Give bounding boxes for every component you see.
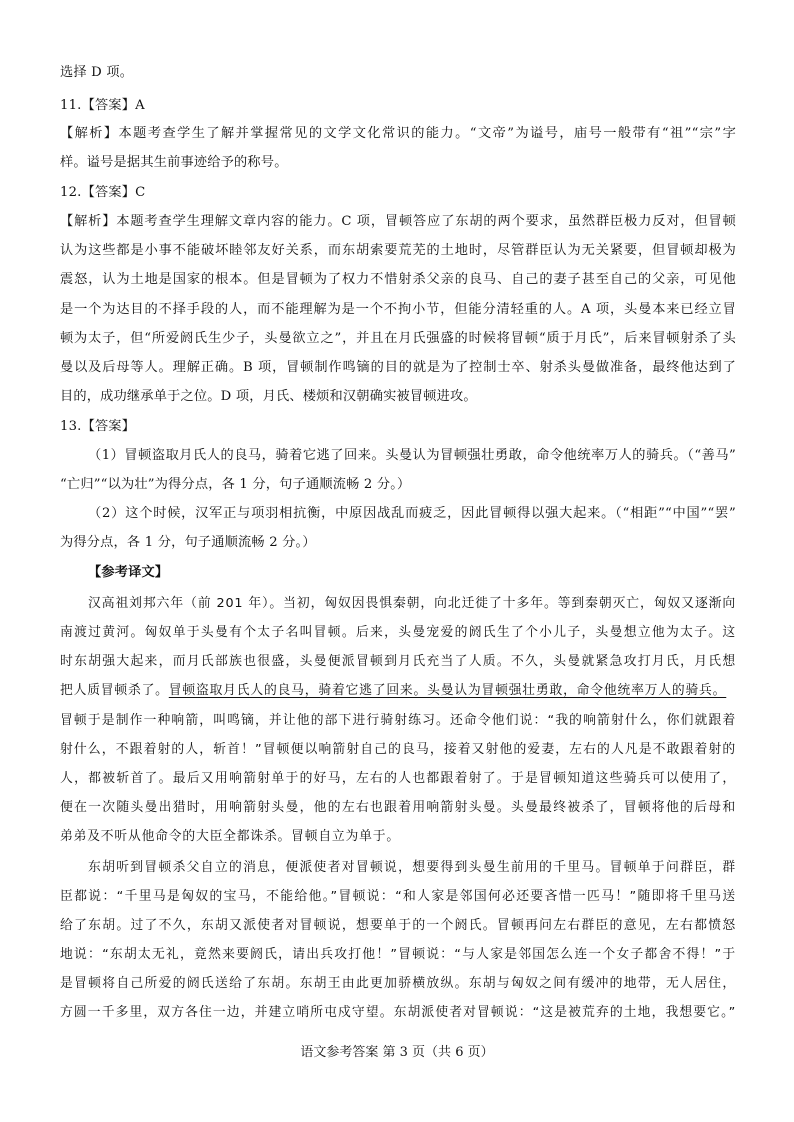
answer-line: 震怒，认为土地是国家的根本。但是冒顿为了权力不惜射杀父亲的良马、自己的妻子甚至自己的父亲，可见他 [60,272,736,287]
answer-line: 顿为太子，但“所爱阏氏生少子，头曼欲立之”，并且在月氏强盛的时候将冒顿“质于月氏”，后来冒顿射杀了头 [60,331,736,346]
translation-line: 便在一次随头曼出猎时，用响箭射头曼，他的左右也跟着用响箭射头曼。头曼最终被杀了，冒顿将他的后母和 [60,800,736,815]
answer-line: 是一个为达目的不择手段的人，而不能理解为是一个不拘小节，但能分清轻重的人。A 项，头曼本来已经立冒 [60,302,736,317]
translation-line: 地说：“东胡太无礼，竟然来要阏氏，请出兵攻打他！”冒顿说：“与人家是邻国怎么连一个女子都舍不得！”于 [60,947,736,962]
translation-line: 东胡听到冒顿杀父自立的消息，便派使者对冒顿说，想要得到头曼生前用的千里马。冒顿单于问群臣，群 [88,860,736,875]
translation-line: 时东胡强大起来，而月氏部族也很盛，头曼便派冒顿到月氏充当了人质。不久，头曼就紧急攻打月氏，月氏想 [60,654,736,669]
answer-13-header: 13.【答案】 [60,419,136,434]
translation-line: 汉高祖刘邦六年（前 201 年）。当初，匈奴因畏惧秦朝，向北迁徙了十多年。等到秦朝灭亡，匈奴又逐渐向 [88,596,736,611]
answer-line: 样。谥号是据其生前事迹给予的称号。 [60,155,288,170]
translation-line: 人，都被斩首了。最后又用响箭射单于的好马，左右的人也都跟着射了。于是冒顿知道这些骑兵可以使用了， [60,771,736,786]
translation-line: 射什么，不跟着射的人，斩首！”冒顿便以响箭射自己的良马，接着又射他的爱妻，左右的人凡是不敢跟着射的 [60,742,736,757]
translation-heading: 【参考译文】 [88,565,169,580]
translation-text: 把人质冒顿杀了。 [60,683,169,698]
answer-11-header: 11.【答案】A [60,98,145,113]
answer-12-header: 12.【答案】C [60,185,146,200]
answer-line: 曼以及后母等人。理解正确。B 项，冒顿制作鸣镝的目的就是为了控制士卒、射杀头曼做准备，最终他达到了 [60,360,736,375]
underlined-sentence: 冒顿盗取月氏人的良马，骑着它逃了回来。头曼认为冒顿强壮勇敢，命令他统率万人的骑兵。 [168,683,727,698]
answer-line: 认为这些都是小事不能破坏睦邻友好关系，而东胡索要荒芜的土地时，尽管群臣认为无关紧要，但冒顿却极为 [60,243,736,258]
translation-line: 冒顿于是制作一种响箭，叫鸣镝，并让他的部下进行骑射练习。还命令他们说：“我的响箭射什么，你们就跟着 [60,713,736,728]
answer-line: 【解析】本题考查学生理解文章内容的能力。C 项，冒顿答应了东胡的两个要求，虽然群臣极力反对，但冒顿 [60,214,736,229]
answer-line: 【解析】本题考查学生了解并掌握常见的文学文化常识的能力。“文帝”为谥号，庙号一般带有“祖”“宗”字 [60,126,736,141]
answer-line: （1）冒顿盗取月氏人的良马，骑着它逃了回来。头曼认为冒顿强壮勇敢，命令他统率万人的骑兵。（“善马” [88,448,736,463]
answer-line: 选择 D 项。 [60,65,134,80]
answer-line: 为得分点，各 1 分，句子通顺流畅 2 分。） [60,535,316,550]
translation-line: 弟弟及不听从他命令的大臣全都诛杀。冒顿自立为单于。 [60,829,400,844]
answer-line: 目的，成功继承单于之位。D 项，月氏、楼烦和汉朝确实被冒顿进攻。 [60,389,477,404]
answer-line: （2）这个时候，汉军正与项羽相抗衡，中原因战乱而疲乏，因此冒顿得以强大起来。（“相距”“中国”“罢” [88,506,736,521]
translation-line: 方圆一千多里，双方各住一边，并建立哨所屯戍守望。东胡派使者对冒顿说：“这是被荒弃的土地，我想要它。” [60,1005,736,1020]
translation-line: 是冒顿将自己所爱的阏氏送给了东胡。东胡王由此更加骄横放纵。东胡与匈奴之间有缓冲的地带，无人居住， [60,976,736,991]
page-footer: 语文参考答案 第 3 页（共 6 页） [300,1045,494,1060]
translation-line: 南渡过黄河。匈奴单于头曼有个太子名叫冒顿。后来，头曼宠爱的阏氏生了个小儿子，头曼想立他为太子。这 [60,625,736,640]
translation-line: 给了东胡。过了不久，东胡又派使者对冒顿说，想要单于的一个阏氏。冒顿再问左右群臣的意见，左右都愤怒 [60,918,736,933]
translation-line: 臣都说：“千里马是匈奴的宝马，不能给他。”冒顿说：“和人家是邻国何必还要吝惜一匹马！”随即将千里马送 [60,889,736,904]
answer-line: “亡归”“以为壮”为得分点，各 1 分，句子通顺流畅 2 分。） [60,477,411,492]
translation-line [60,681,736,700]
